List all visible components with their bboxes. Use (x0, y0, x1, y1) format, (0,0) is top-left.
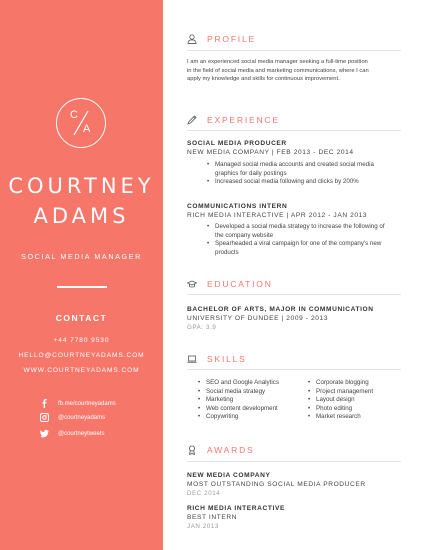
skills-column-1 (196, 379, 306, 422)
monogram-letter-a: A (83, 123, 91, 135)
website-link[interactable]: WWW.COURTNEYADAMS.COM (23, 367, 140, 374)
list-item: • Marketing (206, 396, 306, 405)
job-2-title: COMMUNICATIONS INTERN (187, 203, 288, 210)
instagram-icon (40, 413, 49, 422)
twitter-icon (40, 429, 49, 438)
list-item: • Photo editing (316, 405, 416, 414)
graduation-cap-icon (187, 279, 197, 289)
sidebar-divider (57, 286, 107, 288)
award-1-date: DEC 2014 (187, 490, 221, 497)
awards-title: AWARDS (207, 445, 255, 455)
education-title: EDUCATION (207, 279, 273, 289)
list-item: • Corporate blogging (316, 379, 416, 388)
person-icon (187, 34, 197, 44)
profile-header (187, 34, 401, 44)
social-twitter[interactable] (40, 429, 104, 438)
profile-rule (187, 50, 401, 51)
awards-rule (187, 461, 401, 462)
list-item: • Market research (316, 413, 416, 422)
first-name: COURTNEY (8, 174, 155, 198)
list-item: • Copywriting (206, 413, 306, 422)
awards-header (187, 445, 401, 455)
job-role: SOCIAL MEDIA MANAGER (21, 252, 142, 261)
profile-text: I am an experienced social media manager seeking a full-time position in the field of social media and marketing communications, where I can apply my knowledge and skills for continuous improvement. (187, 59, 369, 83)
last-name: ADAMS (33, 204, 130, 228)
social-instagram[interactable] (40, 413, 105, 422)
facebook-icon (40, 399, 49, 408)
job-1-title: SOCIAL MEDIA PRODUCER (187, 140, 287, 147)
instagram-handle: @courtneyadams (58, 414, 106, 421)
experience-rule (187, 130, 401, 131)
job-2-bullets (205, 223, 385, 257)
job-1-company: NEW MEDIA COMPANY | FEB 2013 - DEC 2014 (187, 149, 354, 156)
award-1-org: NEW MEDIA COMPANY (187, 472, 271, 479)
contact-heading: CONTACT (55, 313, 108, 323)
list-item: • Web content development (206, 405, 306, 414)
list-item: • Spearheaded a viral campaign for one of the company's new products (215, 240, 385, 257)
twitter-handle: @courtneytweets (58, 430, 105, 437)
job-2-company: RICH MEDIA INTERACTIVE | APR 2012 - JAN 2013 (187, 212, 368, 219)
email-link[interactable]: HELLO@COURTNEYADAMS.COM (18, 352, 145, 359)
phone-number: +44 7780 9530 (53, 337, 110, 344)
skills-title: SKILLS (207, 354, 247, 364)
monogram-letter-c: C (70, 109, 78, 121)
award-2-name: BEST INTERN (187, 514, 238, 521)
social-facebook[interactable] (40, 399, 116, 408)
skills-rule (187, 369, 401, 370)
list-item: • SEO and Google Analytics (206, 379, 306, 388)
list-item: • Layout design (316, 396, 416, 405)
list-item: • Developed a social media strategy to increase the following of the company website (215, 223, 385, 240)
list-item: • Project management (316, 388, 416, 397)
experience-header (187, 115, 401, 125)
degree: BACHELOR OF ARTS, MAJOR IN COMMUNICATION (187, 306, 374, 313)
education-rule (187, 294, 401, 295)
skills-column-2 (306, 379, 416, 422)
main-content (163, 0, 425, 550)
laptop-icon (187, 354, 197, 364)
job-1-bullets (205, 161, 385, 187)
sidebar (0, 0, 163, 550)
experience-title: EXPERIENCE (207, 115, 280, 125)
pen-icon (187, 115, 197, 125)
list-item: • Increased social media following and clicks by 200% (215, 178, 385, 187)
gpa: GPA: 3.9 (187, 324, 217, 331)
list-item: • Managed social media accounts and created social media graphics for daily postings (215, 161, 385, 178)
award-ribbon-icon (187, 445, 197, 455)
skills-header (187, 354, 401, 364)
award-2-date: JAN 2013 (187, 523, 219, 530)
education-header (187, 279, 401, 289)
award-2-org: RICH MEDIA INTERACTIVE (187, 505, 285, 512)
list-item: • Social media strategy (206, 388, 306, 397)
monogram-slash (57, 99, 105, 147)
award-1-name: MOST OUTSTANDING SOCIAL MEDIA PRODUCER (187, 481, 366, 488)
facebook-handle: fb.me/courtneyadams (58, 400, 116, 407)
monogram-logo (56, 98, 106, 148)
school-line: UNIVERSITY OF DUNDEE | 2009 - 2013 (187, 315, 329, 322)
profile-title: PROFILE (207, 34, 256, 44)
